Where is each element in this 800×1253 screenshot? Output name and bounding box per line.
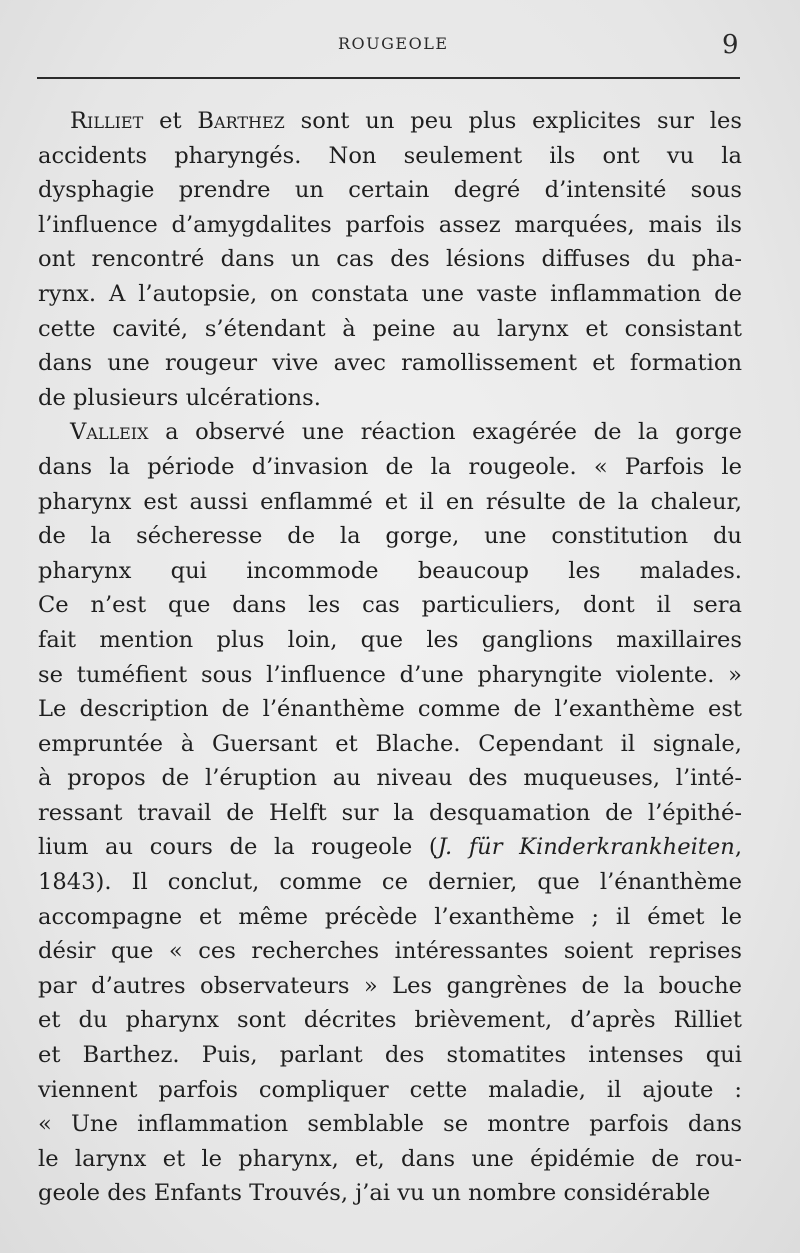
text-run: désir que « ces recherches intéressantes soient reprises bbox=[38, 938, 742, 965]
page-number: 9 bbox=[722, 30, 739, 60]
text-run: ressant travail de Helft sur la desquamation de l’épithé- bbox=[38, 799, 742, 826]
text-run: sont un peu plus explicites sur les bbox=[284, 108, 742, 134]
text-line bbox=[38, 312, 742, 347]
text-run: ont rencontré dans un cas des lésions diffuses du pha- bbox=[38, 246, 742, 273]
text-run: de la sécheresse de la gorge, une constitution du bbox=[38, 523, 742, 550]
text-line bbox=[38, 865, 742, 900]
text-run: a observé une réaction exagérée de la gorge bbox=[148, 419, 742, 446]
text-line bbox=[38, 1107, 742, 1142]
text-run: se tuméfient sous l’influence d’une pharyngite violente. » bbox=[38, 661, 742, 688]
text-line bbox=[38, 1142, 742, 1177]
text-run: dysphagie prendre un certain degré d’intensité sous bbox=[38, 177, 742, 204]
journal-title: J. für Kinderkrankheiten bbox=[437, 834, 735, 861]
text-line bbox=[38, 519, 742, 554]
text-line bbox=[38, 485, 742, 520]
text-line bbox=[38, 692, 742, 727]
text-line bbox=[38, 658, 742, 693]
text-line bbox=[38, 277, 742, 312]
text-run: Ce n’est que dans les cas particuliers, dont il sera bbox=[38, 592, 742, 619]
text-run: et bbox=[143, 108, 198, 134]
text-run: cette cavité, s’étendant à peine au larynx et consistant bbox=[38, 315, 742, 342]
text-line bbox=[38, 208, 742, 243]
running-title: ROUGEOLE bbox=[338, 34, 449, 53]
text-run: à propos de l’éruption au niveau des muqueuses, l’inté- bbox=[38, 765, 742, 792]
text-run: accidents pharyngés. Non seulement ils ont vu la bbox=[38, 142, 742, 169]
text-run: rynx. A l’autopsie, on constata une vaste inflammation de bbox=[38, 280, 742, 307]
text-line bbox=[38, 1038, 742, 1073]
text-line bbox=[38, 554, 742, 589]
text-run: empruntée à Guersant et Blache. Cependant il signale, bbox=[38, 730, 742, 757]
text-run: par d’autres observateurs » Les gangrènes de la bouche bbox=[38, 972, 742, 999]
text-run: et Barthez. Puis, parlant des stomatites intenses qui bbox=[38, 1042, 742, 1069]
text-line bbox=[38, 381, 742, 416]
text-line bbox=[38, 761, 742, 796]
author-name: Rilliet bbox=[70, 108, 144, 134]
text-run: l’influence d’amygdalites parfois assez marquées, mais ils bbox=[38, 211, 742, 238]
text-run: dans une rougeur vive avec ramollissement et formation bbox=[38, 350, 742, 377]
text-line bbox=[38, 900, 742, 935]
text-line bbox=[38, 830, 742, 865]
text-line bbox=[38, 623, 742, 658]
text-run: le larynx et le pharynx, et, dans une épidémie de rou- bbox=[38, 1145, 742, 1172]
text-run: , bbox=[734, 834, 742, 861]
text-line bbox=[38, 1176, 742, 1211]
author-name: Barthez bbox=[197, 108, 285, 134]
text-run: accompagne et même précède l’exanthème ; il émet le bbox=[38, 903, 742, 930]
body-text bbox=[38, 104, 742, 1211]
paragraph bbox=[38, 104, 742, 415]
text-run: 1843). Il conclut, comme ce dernier, que l’énanthème bbox=[38, 869, 742, 896]
text-line bbox=[38, 969, 742, 1004]
text-run: et du pharynx sont décrites brièvement, d’après Rilliet bbox=[38, 1007, 742, 1034]
text-line bbox=[38, 346, 742, 381]
text-run: « Une inflammation semblable se montre parfois dans bbox=[38, 1111, 742, 1138]
text-run: geole des Enfants Trouvés, j’ai vu un nombre considérable bbox=[38, 1180, 711, 1207]
text-run: pharynx qui incommode beaucoup les malades. bbox=[38, 557, 742, 584]
text-line bbox=[38, 242, 742, 277]
text-run: lium au cours de la rougeole ( bbox=[38, 834, 438, 861]
text-run: pharynx est aussi enflammé et il en résulte de la chaleur, bbox=[38, 488, 742, 515]
text-line bbox=[38, 727, 742, 762]
header-rule bbox=[37, 77, 740, 79]
text-line bbox=[38, 173, 742, 208]
text-line bbox=[38, 588, 742, 623]
running-head bbox=[0, 30, 800, 60]
text-line bbox=[38, 450, 742, 485]
text-line bbox=[38, 1003, 742, 1038]
text-line bbox=[38, 139, 742, 174]
text-line bbox=[38, 934, 742, 969]
text-line bbox=[38, 415, 742, 450]
text-run: dans la période d’invasion de la rougeole. « Parfois le bbox=[38, 453, 742, 480]
text-line bbox=[38, 104, 742, 139]
text-line bbox=[38, 796, 742, 831]
text-line bbox=[38, 1073, 742, 1108]
text-run: fait mention plus loin, que les ganglions maxillaires bbox=[38, 626, 742, 653]
text-run: Le description de l’énanthème comme de l’exanthème est bbox=[38, 696, 742, 723]
text-run: de plusieurs ulcérations. bbox=[38, 384, 321, 411]
text-run: viennent parfois compliquer cette maladie, il ajoute : bbox=[38, 1076, 742, 1103]
author-name: Valleix bbox=[70, 419, 149, 446]
paragraph bbox=[38, 415, 742, 1211]
